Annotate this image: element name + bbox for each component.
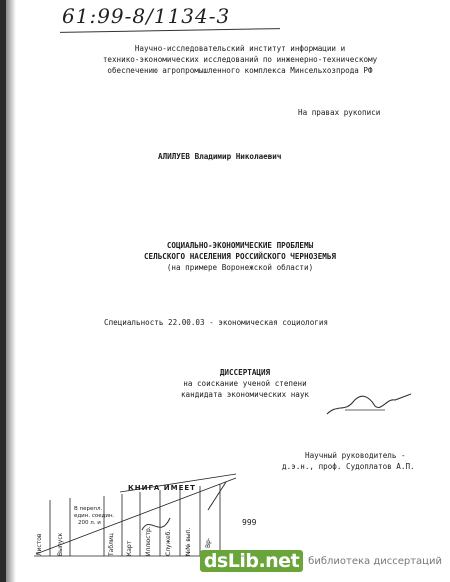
stamp-title: КНИГА ИМЕЕТ xyxy=(128,484,196,492)
dissertation-label: ДИССЕРТАЦИЯ xyxy=(219,368,271,377)
stamp-col-binding-1: В перепл. xyxy=(74,506,103,512)
stamp-col-binding-3: 200 л. и xyxy=(78,520,101,526)
stamp-col-service: Служеб. xyxy=(165,529,172,556)
stamp-col-tables: Таблиц xyxy=(108,533,115,556)
watermark-text: библиотека диссертаций xyxy=(308,555,442,567)
title-line-2: СЕЛЬСКОГО НАСЕЛЕНИЯ РОССИЙСКОГО ЧЕРНОЗЕМЬЯ xyxy=(143,252,337,261)
stamp-col-time: Вр- xyxy=(205,537,212,548)
advisor-line-1: Научный руководитель - xyxy=(305,451,406,460)
institution-line-1: Научно-исследовательский институт информации и xyxy=(134,44,346,53)
rights-note: На правах рукописи xyxy=(298,108,381,117)
handwritten-catalog-code: 61:99-8/1134-3 xyxy=(62,4,231,28)
institution-line-3: обеспечению агропромышленного комплекса Минсельхозпрода РФ xyxy=(107,66,373,75)
specialty: Специальность 22.00.03 - экономическая социология xyxy=(104,318,329,327)
dissertation-field-line: кандидата экономических наук xyxy=(180,390,309,399)
watermark-logo: dsLib.net xyxy=(200,550,303,572)
stamp-col-sheets: Листов xyxy=(36,533,43,556)
signature-mark xyxy=(325,390,415,418)
watermark xyxy=(200,546,442,576)
dissertation-degree-line: на соискание ученой степени xyxy=(183,379,307,388)
stamp-col-illustrations: Иллюстр. xyxy=(145,526,152,556)
institution-line-2: технико-экономических исследований по инженерно-техническому xyxy=(102,55,378,64)
title-line-3: (на примере Воронежской области) xyxy=(166,263,314,272)
author-name: АЛИЛУЕВ Владимир Николаевич xyxy=(158,152,282,161)
stamp-col-maps: Карт xyxy=(126,540,133,556)
year-fragment: 999 xyxy=(242,518,257,527)
handwritten-underline xyxy=(60,28,280,33)
advisor-line-2: д.э.н., проф. Судоплатов А.П. xyxy=(282,462,415,471)
stamp-col-binding-2: един. соедин. xyxy=(74,513,115,519)
stamp-col-issue-numbers: №№ вып. xyxy=(185,527,192,556)
stamp-col-issue: Выпуск xyxy=(57,532,64,556)
title-line-1: СОЦИАЛЬНО-ЭКОНОМИЧЕСКИЕ ПРОБЛЕМЫ xyxy=(166,241,314,250)
scan-shadow xyxy=(6,0,16,582)
